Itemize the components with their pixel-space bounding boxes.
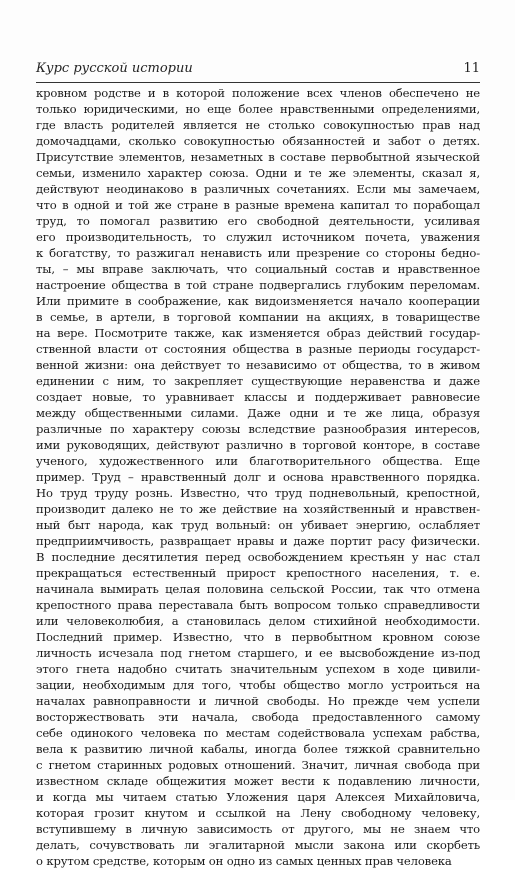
- text-line: только юридическими, но еще более нравственными определениями,: [36, 102, 480, 116]
- text-line: где власть родителей является не столько совокупностью прав над: [36, 118, 480, 132]
- page-header: [36, 60, 480, 78]
- text-line: ты, – мы вправе заключать, что социальный состав и нравственное: [36, 262, 480, 276]
- text-line: кровном родстве и в которой положение всех членов обеспечено не: [36, 86, 480, 100]
- text-line: или человеколюбия, а становилась делом стихийной необходимости.: [36, 614, 480, 628]
- text-line: которая грозит кнутом и ссылкой на Лену свободному человеку,: [36, 806, 480, 820]
- text-line: крепостного права переставала быть вопросом только справедливости: [36, 598, 480, 612]
- text-line: семьи, изменило характер союза. Одни и те же элементы, сказал я,: [36, 166, 480, 180]
- text-line: действуют неодинаково в различных сочетаниях. Если мы замечаем,: [36, 182, 480, 196]
- text-line: его производительность, то служил источником почета, уважения: [36, 230, 480, 244]
- text-line: восторжествовать эти начала, свобода предоставленного самому: [36, 710, 480, 724]
- text-line: что в одной и той же стране в разные времена капитал то порабощал: [36, 198, 480, 212]
- text-line: ный быт народа, как труд вольный: он убивает энергию, ослабляет: [36, 518, 480, 532]
- text-line: Но труд труду рознь. Известно, что труд подневольный, крепостной,: [36, 486, 480, 500]
- text-line: между общественными силами. Даже одни и те же лица, образуя: [36, 406, 480, 420]
- text-line: пример. Труд – нравственный долг и основа нравственного порядка.: [36, 470, 480, 484]
- text-line: труд, то помогал развитию его свободной деятельности, усиливая: [36, 214, 480, 228]
- text-line: с гнетом старинных родовых отношений. Значит, личная свобода при: [36, 758, 480, 772]
- text-line: ственной власти от состояния общества в разные периоды государст-: [36, 342, 480, 356]
- text-line: и когда мы читаем статью Уложения царя Алексея Михайловича,: [36, 790, 480, 804]
- body-text: [36, 85, 480, 869]
- text-line: известном складе общежития может вести к подавлению личности,: [36, 774, 480, 788]
- text-line: зации, необходимым для того, чтобы общество могло устроиться на: [36, 678, 480, 692]
- text-line: Последний пример. Известно, что в первобытном кровном союзе: [36, 630, 480, 644]
- text-line: различные по характеру союзы вследствие разнообразия интересов,: [36, 422, 480, 436]
- text-line: предприимчивость, развращает нравы и даже портит расу физически.: [36, 534, 480, 548]
- header-rule: [36, 82, 480, 83]
- text-line: настроение общества в той стране подвергались глубоким переломам.: [36, 278, 480, 292]
- text-line: единении с ним, то закрепляет существующие неравенства и даже: [36, 374, 480, 388]
- text-line: ученого, художественного или благотворительного общества. Еще: [36, 454, 480, 468]
- running-title: Курс русской истории: [36, 61, 193, 76]
- text-line: в семье, в артели, в торговой компании на акциях, в товариществе: [36, 310, 480, 324]
- text-line: этого гнета надобно считать значительным успехом в ходе цивили-: [36, 662, 480, 676]
- text-line: создает новые, то уравнивает классы и поддерживает равновесие: [36, 390, 480, 404]
- text-line: начинала вымирать целая половина сельской России, так что отмена: [36, 582, 480, 596]
- text-line: производит далеко не то же действие на хозяйственный и нравствен-: [36, 502, 480, 516]
- text-line: Или примите в соображение, как видоизменяется начало кооперации: [36, 294, 480, 308]
- text-line: себе одинокого человека по местам содействовала успехам рабства,: [36, 726, 480, 740]
- text-line: на вере. Посмотрите также, как изменяется образ действий государ-: [36, 326, 480, 340]
- text-line: личность исчезала под гнетом старшего, и ее высвобождение из-под: [36, 646, 480, 660]
- text-line: о крутом средстве, которым он одно из самых ценных прав человека: [36, 854, 452, 868]
- page-number: 11: [463, 61, 480, 76]
- text-line: В последние десятилетия перед освобождением крестьян у нас стал: [36, 550, 480, 564]
- text-line: ими руководящих, действуют различно в торговой конторе, в составе: [36, 438, 480, 452]
- text-line: прекращаться естественный прирост крепостного населения, т. е.: [36, 566, 480, 580]
- text-line: началах равноправности и личной свободы. Но прежде чем успели: [36, 694, 480, 708]
- text-line: венной жизни: она действует то независимо от общества, то в живом: [36, 358, 480, 372]
- text-line: домочадцами, сколько совокупностью обязанностей и забот о детях.: [36, 134, 480, 148]
- text-line: Присутствие элементов, незаметных в составе первобытной языческой: [36, 150, 480, 164]
- text-line: делать, сочувствовать ли эгалитарной мысли закона или скорбеть: [36, 838, 480, 852]
- text-line: вела к развитию личной кабалы, иногда более тяжкой сравнительно: [36, 742, 480, 756]
- text-line: вступившему в личную зависимость от другого, мы не знаем что: [36, 822, 480, 836]
- text-line: к богатству, то разжигал ненависть или презрение со стороны бедно-: [36, 246, 480, 260]
